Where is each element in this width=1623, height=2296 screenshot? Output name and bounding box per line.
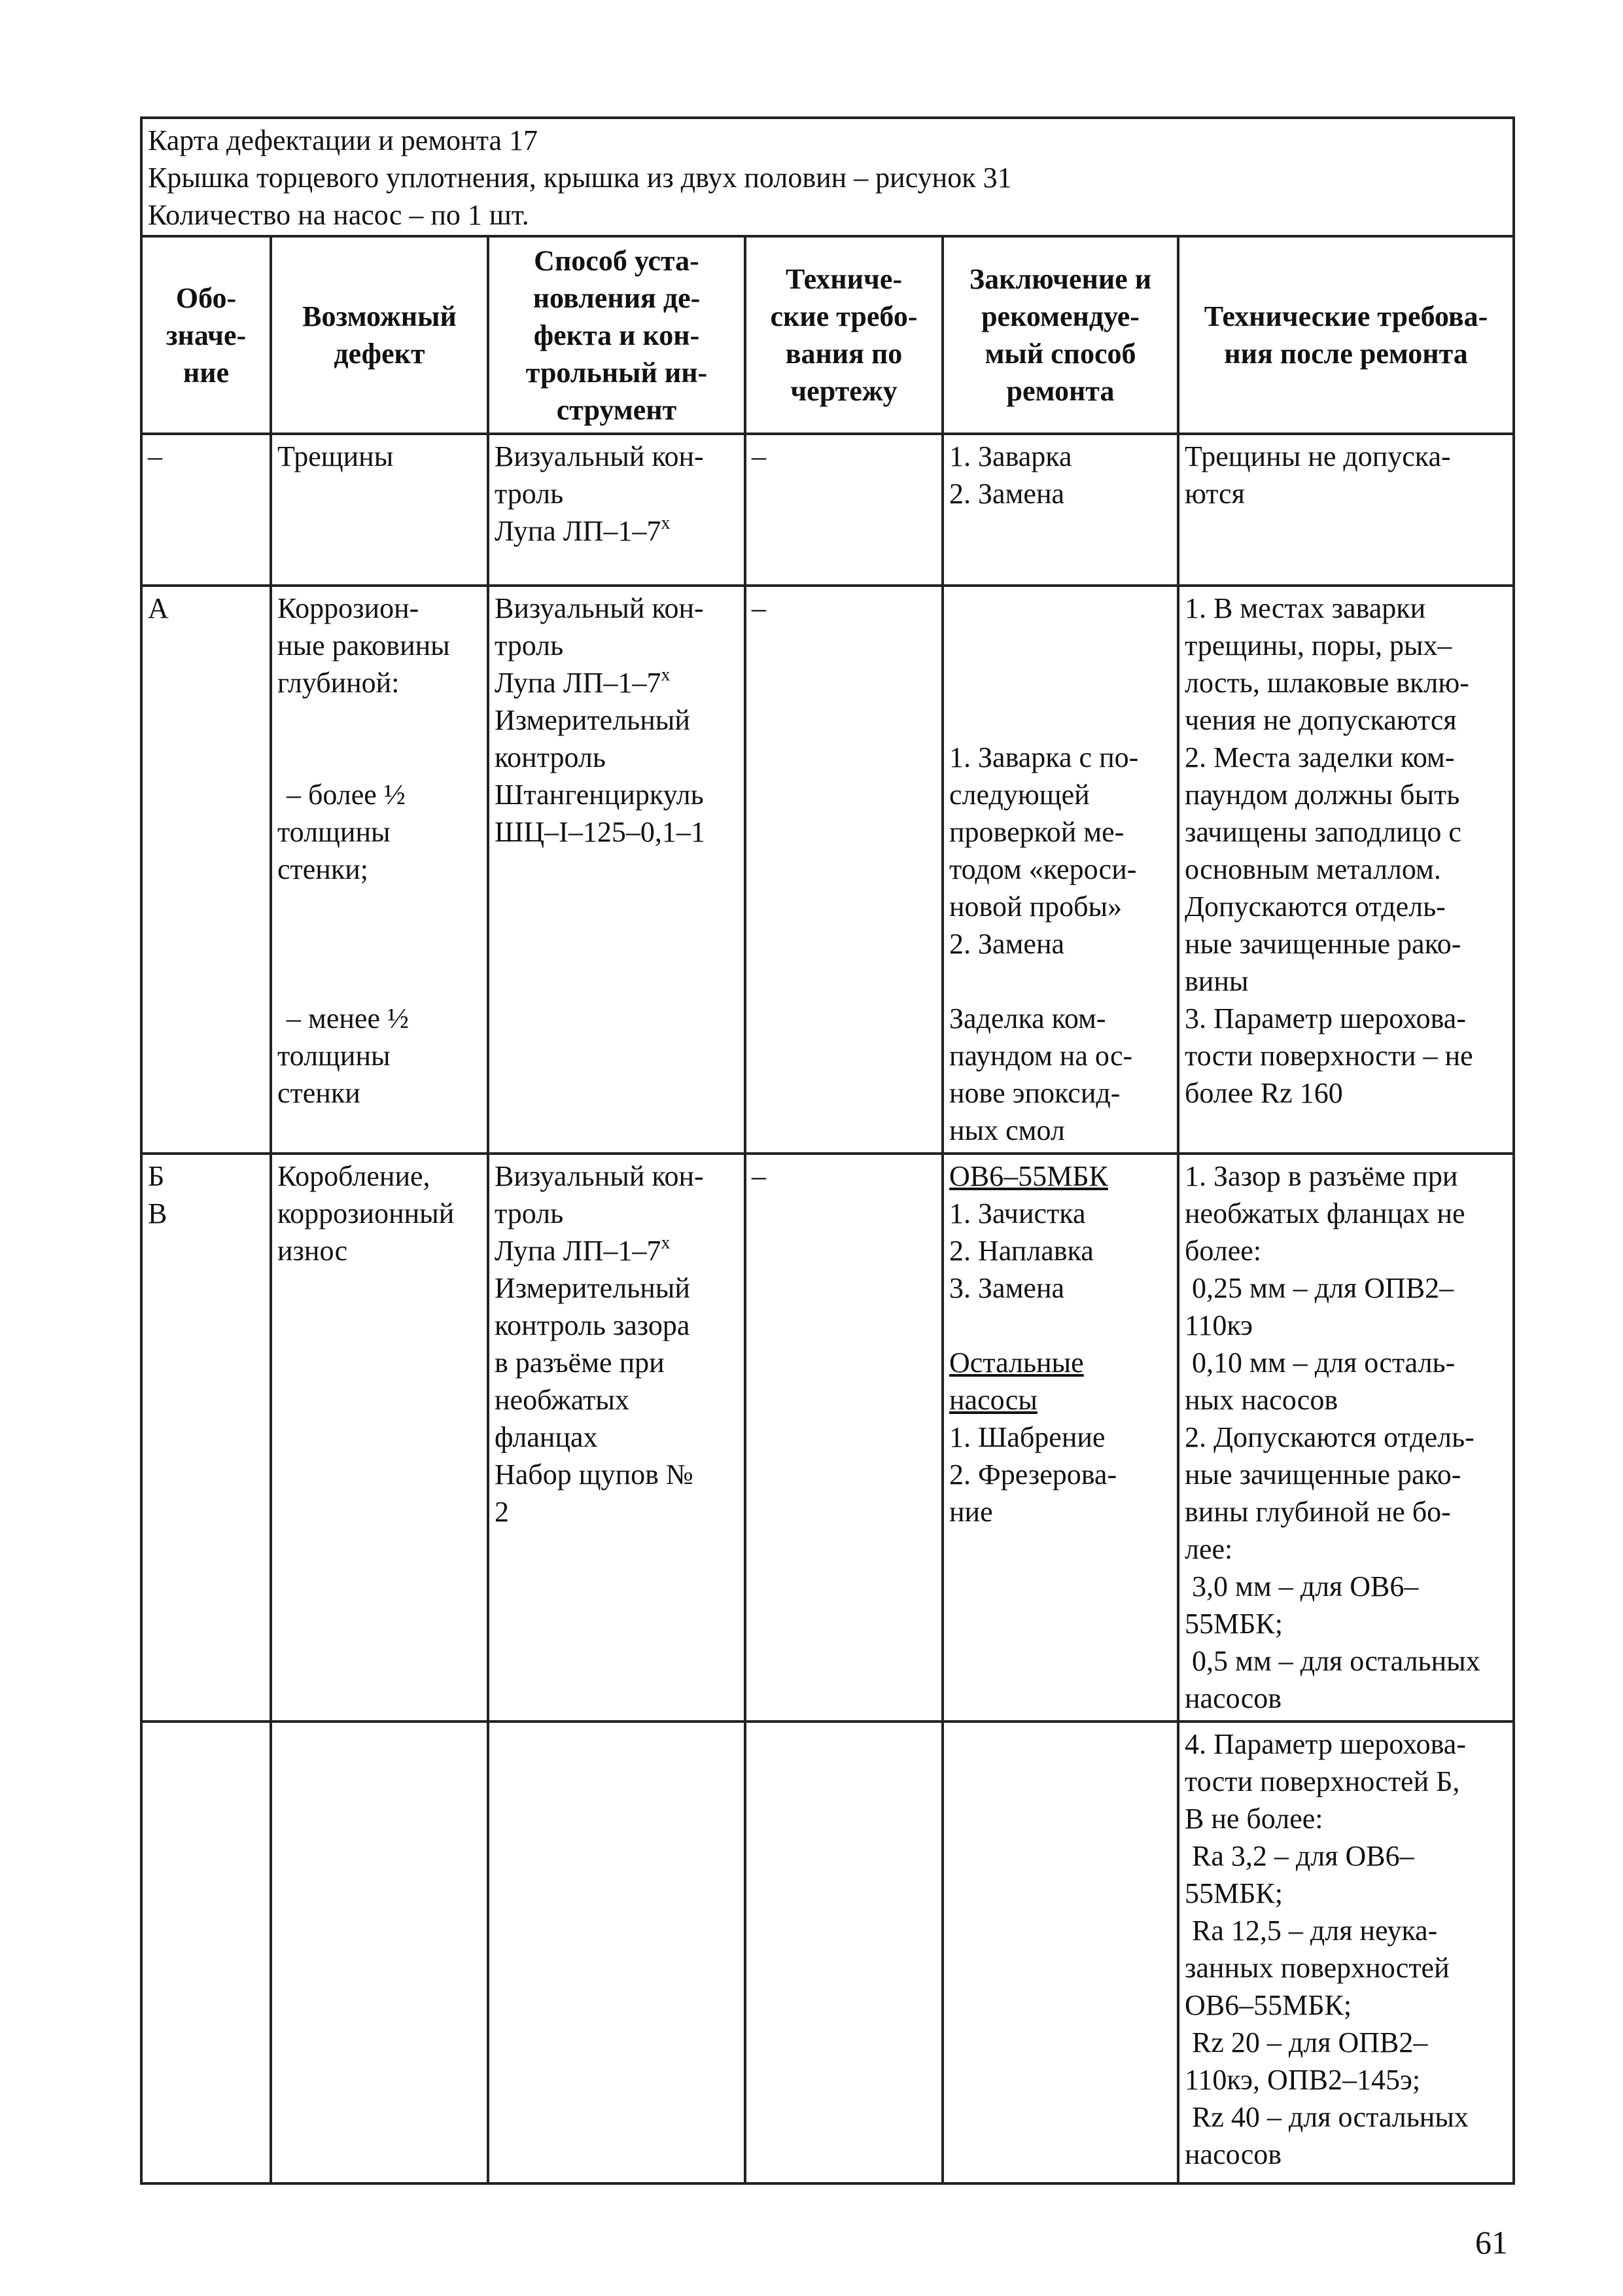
after-repair-cell: Трещины не допуска- ются xyxy=(1178,434,1514,586)
defect-cell: Коррозион- ные раковины глубиной: – более ½ толщины стенки; – менее ½ толщины стенки xyxy=(271,586,488,1154)
repair-cell: 1. Заварка с по- следующей проверкой ме- тодом «кероси- новой пробы» 2. Замена Заделка ком- паундом на ос- нове эпоксид- ных смол xyxy=(943,586,1178,1154)
part-name: Крышка торцевого уплотнения, крышка из двух половин – рисунок 31 xyxy=(148,162,1012,194)
table-caption xyxy=(141,118,1514,236)
designation-cell: – xyxy=(141,434,271,586)
page-number: 61 xyxy=(1475,2224,1508,2261)
table-row xyxy=(141,1722,1514,2183)
method-cell: Визуальный кон- троль Лупа $ЛП-1-7^х$ Измерительный контроль зазора в разъёме при необжатых фланцах Набор щупов № 2 xyxy=(488,1154,745,1722)
header-drawing-requirements: Техниче- ские требо- вания по чертежу xyxy=(745,236,943,434)
repair-cell: ОВ6–55МБК 1. Зачистка 2. Наплавка 3. Замена Остальные насосы 1. Шабрение 2. Фрезерова- ние xyxy=(943,1154,1178,1722)
table-row xyxy=(141,586,1514,1154)
header-defect: Возможный дефект xyxy=(271,236,488,434)
header-row xyxy=(141,236,1514,434)
header-after-repair: Технические требова- ния после ремонта xyxy=(1178,236,1514,434)
method-cell: Визуальный кон- троль Лупа $ЛП-1-7^х$ Измерительный контроль Штангенциркуль ШЦ–I–125–0,1–1 xyxy=(488,586,745,1154)
after-repair-cell: 1. В местах заварки трещины, поры, рых– лость, шлаковые вклю- чения не допускаются 2. Места заделки ком- паундом должны быть зачищены заподлицо с основным металлом. Допускаются отдель- ные зачищенные рако- вины 3. Параметр шерохова- тости поверхности – не более Rz 160 xyxy=(1178,586,1514,1154)
table-row xyxy=(141,1154,1514,1722)
drawing-req-cell xyxy=(745,1722,943,2183)
designation-cell: А xyxy=(141,586,271,1154)
header-repair-method: Заключение и рекомендуе- мый способ ремонта xyxy=(943,236,1178,434)
repair-cell xyxy=(943,1722,1178,2183)
defect-cell: Коробление, коррозионный износ xyxy=(271,1154,488,1722)
drawing-req-cell: – xyxy=(745,434,943,586)
drawing-req-cell: – xyxy=(745,1154,943,1722)
defect-repair-table xyxy=(140,116,1515,2185)
quantity-line: Количество на насос – по 1 шт. xyxy=(148,199,529,231)
header-method: Способ уста- новления де- фекта и кон- трольный ин- струмент xyxy=(488,236,745,434)
defect-cell xyxy=(271,1722,488,2183)
designation-cell: Б В xyxy=(141,1154,271,1722)
repair-cell: 1. Заварка 2. Замена xyxy=(943,434,1178,586)
defect-cell: Трещины xyxy=(271,434,488,586)
drawing-req-cell: – xyxy=(745,586,943,1154)
method-cell: Визуальный кон- троль Лупа $ЛП-1-7^х$ xyxy=(488,434,745,586)
after-repair-cell: 1. Зазор в разъёме при необжатых фланцах не более: 0,25 мм – для ОПВ2– 110кэ 0,10 мм – для осталь- ных насосов 2. Допускаются отдель- ные зачищенные рако- вины глубиной не бо- лее: 3,0 мм – для ОВ6– 55МБК; 0,5 мм – для остальных насосов xyxy=(1178,1154,1514,1722)
caption-row xyxy=(141,118,1514,236)
method-cell xyxy=(488,1722,745,2183)
table-row xyxy=(141,434,1514,586)
after-repair-cell: 4. Параметр шерохова- тости поверхностей Б, В не более: Ra 3,2 – для ОВ6– 55МБК; Ra 12,5 – для неука- занных поверхностей ОВ6–55МБК; Rz 20 – для ОПВ2– 110кэ, ОПВ2–145э; Rz 40 – для остальных насосов xyxy=(1178,1722,1514,2183)
designation-cell xyxy=(141,1722,271,2183)
header-designation: Обо- значе- ние xyxy=(141,236,271,434)
card-title: Карта дефектации и ремонта 17 xyxy=(148,124,538,156)
